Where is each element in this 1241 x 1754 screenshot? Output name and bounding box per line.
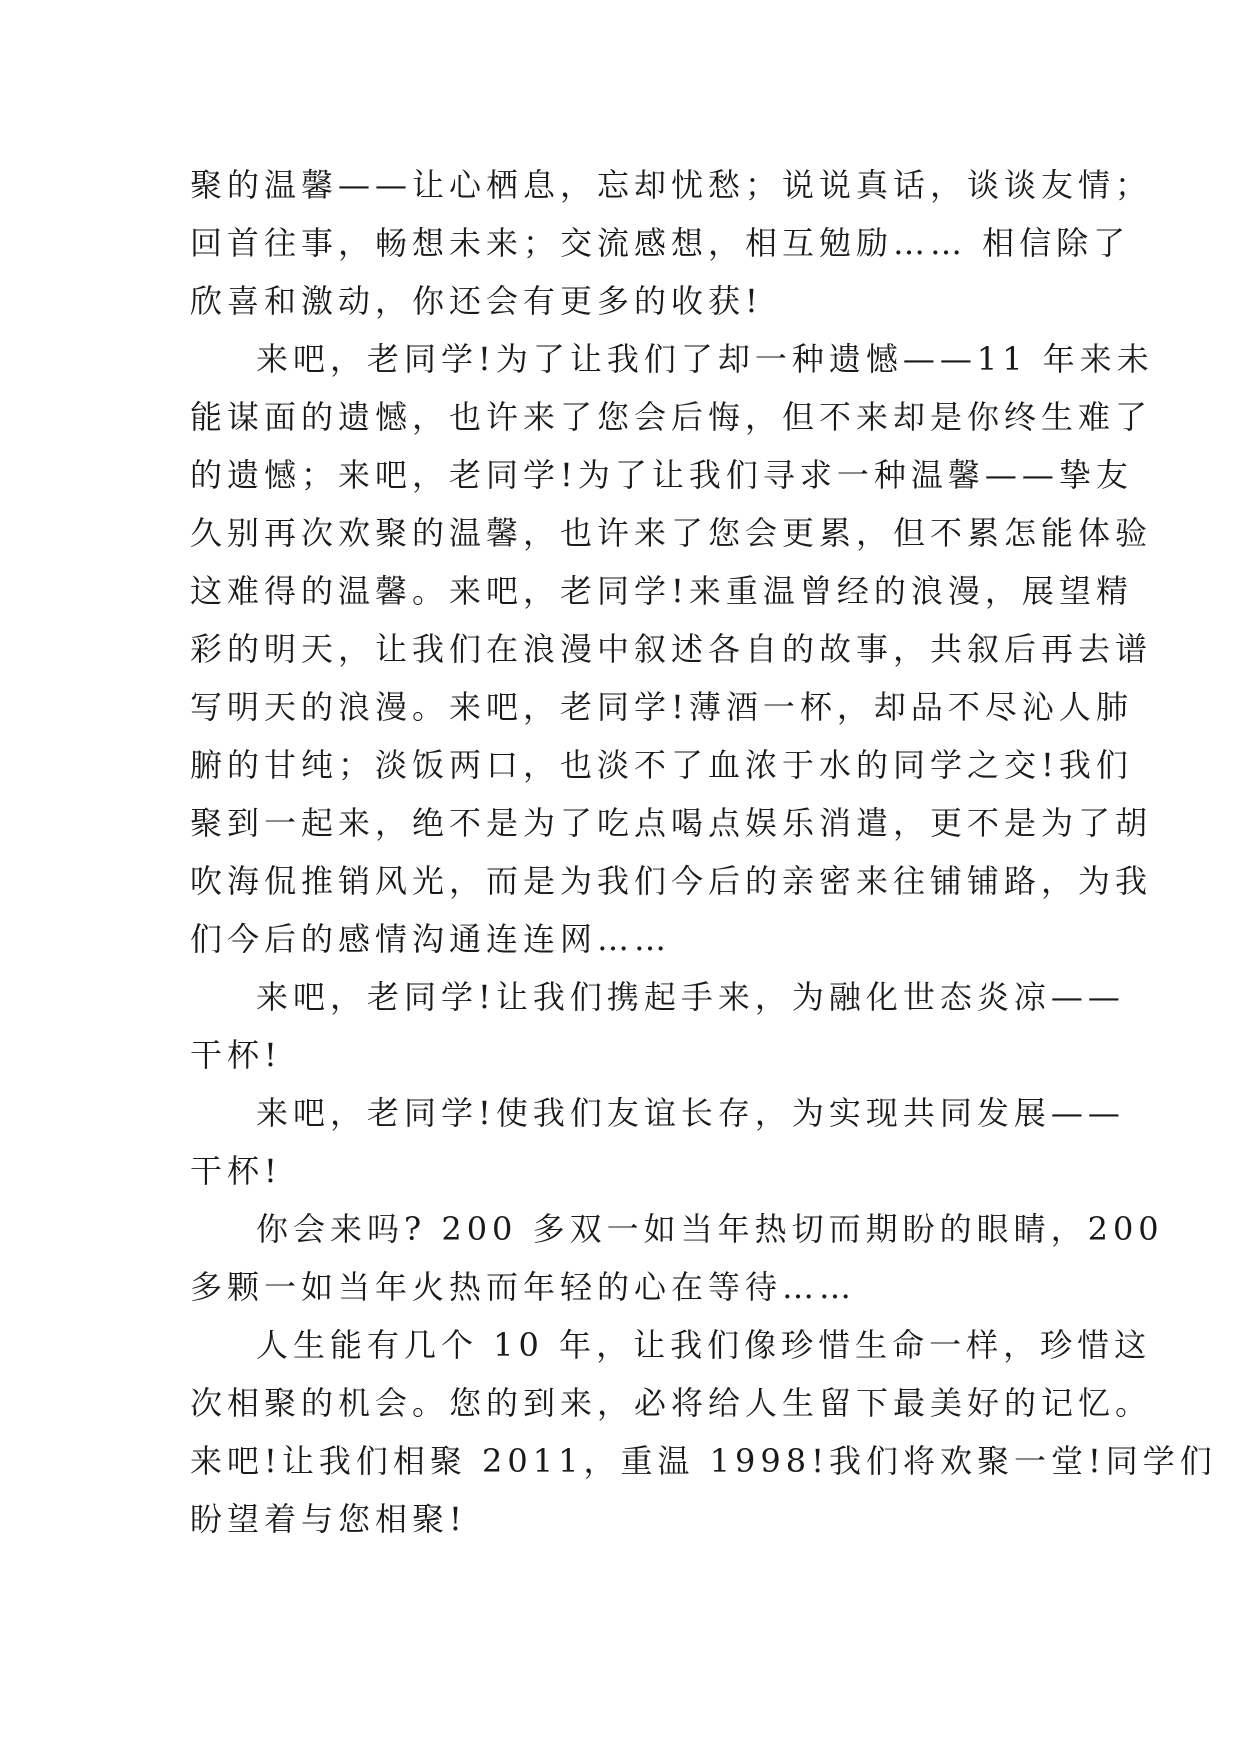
text-line: 聚的温馨——让心栖息，忘却忧愁；说说真话，谈谈友情； (190, 166, 1153, 204)
text-line: 这难得的温馨。来吧，老同学!来重温曾经的浪漫，展望精 (190, 572, 1133, 610)
text-line: 的遗憾；来吧，老同学!为了让我们寻求一种温馨——挚友 (190, 456, 1133, 494)
text-line: 来吧!让我们相聚 2011，重温 1998!我们将欢聚一堂!同学们 (190, 1442, 1217, 1480)
text-line: 吹海侃推销风光，而是为我们今后的亲密来往铺铺路，为我 (190, 862, 1153, 900)
text-line: 盼望着与您相聚! (190, 1500, 467, 1538)
paragraph-first-line: 来吧，老同学!为了让我们了却一种遗憾——11 年来未 (256, 340, 1154, 378)
text-line: 久别再次欢聚的温馨，也许来了您会更累，但不累怎能体验 (190, 514, 1153, 552)
paragraph-first-line: 来吧，老同学!使我们友谊长存，为实现共同发展—— (256, 1094, 1125, 1132)
text-line: 欣喜和激动，你还会有更多的收获! (190, 282, 763, 320)
text-line: 回首往事，畅想未来；交流感想，相互勉励…… 相信除了 (190, 224, 1131, 262)
paragraph-first-line: 你会来吗? 200 多双一如当年热切而期盼的眼睛，200 (256, 1210, 1164, 1248)
paragraph-first-line: 人生能有几个 10 年，让我们像珍惜生命一样，珍惜这 (256, 1326, 1152, 1364)
text-line: 干杯! (190, 1036, 282, 1074)
text-line: 干杯! (190, 1152, 282, 1190)
text-line: 次相聚的机会。您的到来，必将给人生留下最美好的记忆。 (190, 1384, 1153, 1422)
text-line: 写明天的浪漫。来吧，老同学!薄酒一杯，却品不尽沁人肺 (190, 688, 1133, 726)
text-line: 腑的甘纯；淡饭两口，也淡不了血浓于水的同学之交!我们 (190, 746, 1133, 784)
text-line: 多颗一如当年火热而年轻的心在等待…… (190, 1268, 857, 1306)
paragraph-first-line: 来吧，老同学!让我们携起手来，为融化世态炎凉—— (256, 978, 1125, 1016)
body-text (190, 156, 1217, 1548)
text-line: 能谋面的遗憾，也许来了您会后悔，但不来却是你终生难了 (190, 398, 1153, 436)
text-line: 彩的明天，让我们在浪漫中叙述各自的故事，共叙后再去谱 (190, 630, 1153, 668)
text-line: 聚到一起来，绝不是为了吃点喝点娱乐消遣，更不是为了胡 (190, 804, 1153, 842)
text-line: 们今后的感情沟通连连网…… (190, 920, 672, 958)
